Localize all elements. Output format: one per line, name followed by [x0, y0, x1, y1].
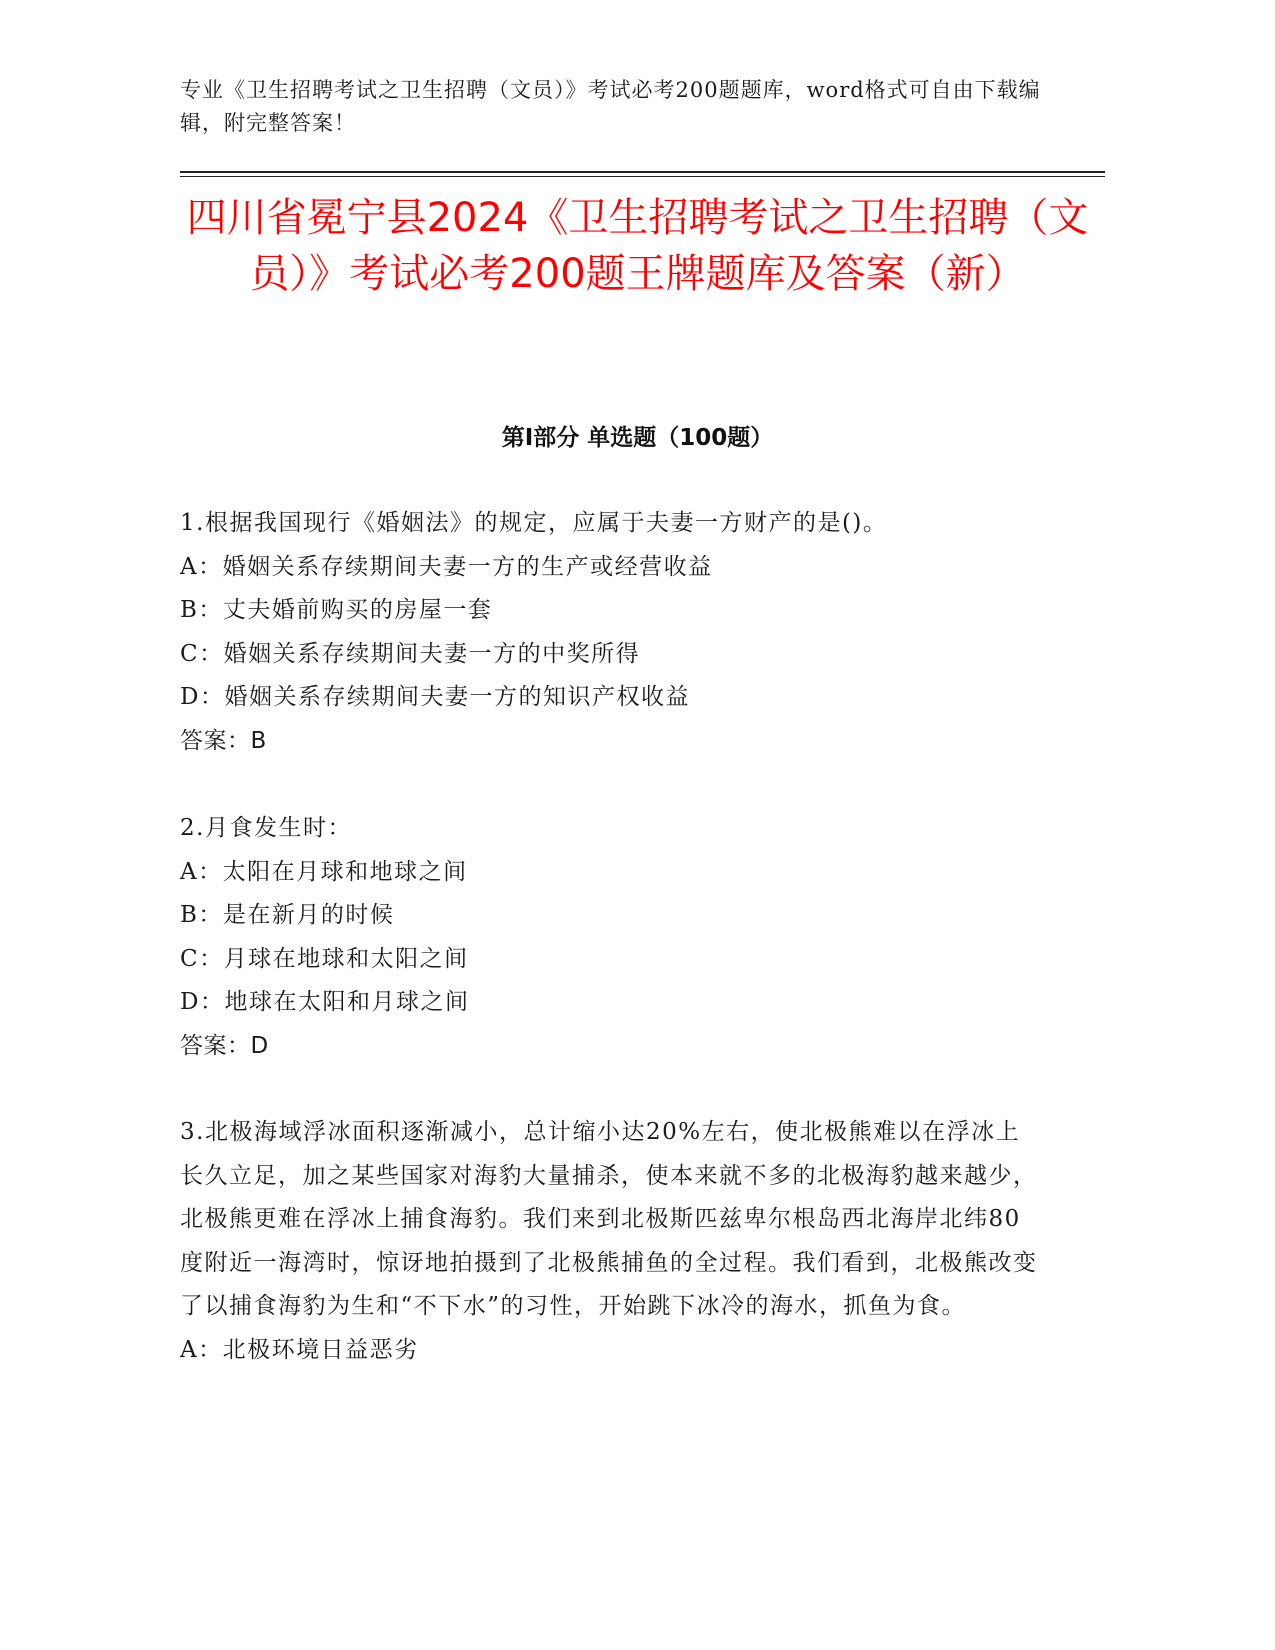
option-a: A：北极环境日益恶劣 — [180, 1336, 419, 1363]
question-stem: 1.根据我国现行《婚姻法》的规定，应属于夫妻一方财产的是()。 — [180, 510, 888, 536]
option-a: A：婚姻关系存续期间夫妻一方的生产或经营收益 — [180, 553, 713, 580]
question-block — [180, 807, 1040, 1068]
option-b: B：是在新月的时候 — [180, 902, 395, 928]
option-b: B：丈夫婚前购买的房屋一套 — [180, 597, 493, 623]
header-divider-thin — [180, 176, 1105, 177]
answer-line: 答案：B — [180, 727, 267, 754]
question-stem: 2.月食发生时： — [180, 815, 352, 841]
header-divider — [180, 171, 1105, 173]
option-a: A：太阳在月球和地球之间 — [180, 858, 468, 885]
header-note: 专业《卫生招聘考试之卫生招聘（文员）》考试必考200题题库，word格式可自由下载编辑，附完整答案！ — [180, 78, 1041, 135]
question-block — [180, 502, 1040, 763]
option-d: D：婚姻关系存续期间夫妻一方的知识产权收益 — [180, 684, 690, 710]
option-c: C：月球在地球和太阳之间 — [180, 945, 469, 972]
question-stem: 3.北极海域浮冰面积逐渐减小，总计缩小达20%左右，使北极熊难以在浮冰上长久立足，加之某些国家对海豹大量捕杀，使本来就不多的北极海豹越来越少，北极熊更难在浮冰上捕食海豹。我们来到北极斯匹兹卑尔根岛西北海岸北纬80度附近一海湾时，惊讶地拍摄到了北极熊捕鱼的全过程。我们看到，北极熊改变了以捕食海豹为生和“不下水”的习性，开始跳下冰冷的海水，抓鱼为食。 — [180, 1119, 1038, 1319]
question-block — [180, 1111, 1040, 1372]
answer-line: 答案：D — [180, 1032, 269, 1059]
option-c: C：婚姻关系存续期间夫妻一方的中奖所得 — [180, 640, 641, 667]
option-d: D：地球在太阳和月球之间 — [180, 989, 470, 1015]
document-title: 四川省冕宁县2024《卫生招聘考试之卫生招聘（文员）》考试必考200题王牌题库及答案（新） — [186, 195, 1089, 297]
section-heading: 第Ⅰ部分 单选题（100题） — [501, 425, 774, 451]
